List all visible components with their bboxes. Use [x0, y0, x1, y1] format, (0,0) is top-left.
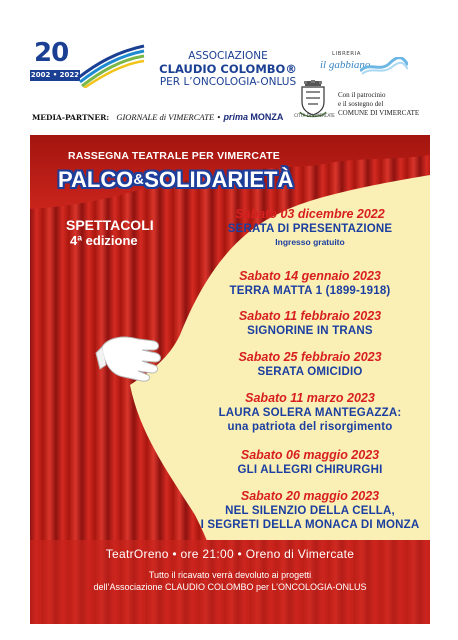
spettacoli-block [66, 217, 154, 249]
patronage-line3: COMUNE DI VIMERCATE [338, 109, 420, 117]
event-title: GLI ALLEGRI CHIRURGHI [237, 464, 383, 476]
event-title: LAURA SOLERA MANTEGAZZA: [218, 407, 402, 419]
event-date: Sabato 14 gennaio 2023 [239, 269, 381, 283]
media-partners [32, 112, 283, 122]
patronage-line2: e il sostegno del [338, 100, 384, 108]
media-bullet: • [216, 113, 222, 122]
media-label: MEDIA-PARTNER: [32, 113, 110, 122]
association-line2: CLAUDIO COLOMBO® [159, 62, 297, 76]
footer-note [30, 569, 430, 593]
anniversary-years: 2002 • 2022 [30, 71, 80, 79]
media-partner-giornale: GIORNALE di VIMERCATE [116, 112, 215, 122]
festival-title [58, 167, 293, 193]
event-title: NEL SILENZIO DELLA CELLA, [225, 505, 395, 517]
event-item [195, 350, 425, 379]
wave-icon [360, 57, 408, 75]
event-title: TERRA MATTA 1 (1899-1918) [229, 285, 391, 297]
libreria-name: il gabbiano [320, 59, 371, 71]
event-item [195, 489, 425, 532]
association-line3: PER L’ONCOLOGIA-ONLUS [159, 76, 297, 88]
footer-line2: dell’Associazione CLAUDIO COLOMBO per L’ONCOLOGIA-ONLUS [93, 582, 367, 592]
festival-subtitle: RASSEGNA TEATRALE PER VIMERCATE [68, 150, 280, 162]
association-line1: ASSOCIAZIONE [188, 50, 268, 62]
event-title: SERATA OMICIDIO [257, 366, 363, 378]
title-amp: & [133, 171, 145, 188]
event-title-line2: I SEGRETI DELLA MONACA DI MONZA [200, 519, 420, 531]
event-poster [30, 135, 430, 624]
spettacoli-label: SPETTACOLI [66, 217, 154, 233]
event-item [195, 448, 425, 477]
event-title: SIGNORINE IN TRANS [247, 325, 373, 337]
patronage-line1: Con il patrocinio [338, 91, 386, 99]
event-date: Sabato 03 dicembre 2022 [235, 207, 385, 221]
event-date: Sabato 06 maggio 2023 [240, 448, 380, 462]
libreria-label: LIBRERIA [332, 51, 361, 57]
media-partner-prima: prima [223, 112, 248, 122]
event-item [195, 309, 425, 338]
anniversary-logo [30, 38, 82, 82]
venue-line: TeatrOreno • ore 21:00 • Oreno di Vimercate [105, 547, 355, 561]
event-note: Ingresso gratuito [275, 237, 345, 247]
event-item [195, 391, 425, 434]
event-item [195, 269, 425, 298]
event-date: Sabato 11 febbraio 2023 [238, 309, 382, 323]
event-title-line2: una patriota del risorgimento [227, 421, 393, 433]
patronage-text [338, 91, 419, 118]
media-partner-monza: MONZA [250, 112, 284, 122]
event-date: Sabato 20 maggio 2023 [240, 489, 380, 503]
title-part2: SOLIDARIETÀ [144, 167, 294, 192]
crest-caption: CITTÀ DI VIMERCATE [294, 113, 335, 118]
footer-line1: Tutto il ricavato verrà devoluto ai progetti [148, 570, 312, 580]
event-title: SERATA DI PRESENTAZIONE [227, 223, 393, 235]
anniversary-number: 20 [34, 38, 69, 68]
flyer-header [0, 0, 458, 128]
libreria-logo [312, 52, 408, 78]
edizione-label: 4ª edizione [70, 233, 138, 248]
event-date: Sabato 25 febbraio 2023 [238, 350, 382, 364]
event-date: Sabato 11 marzo 2023 [245, 391, 375, 405]
title-part1: PALCO [58, 167, 134, 192]
event-item [195, 207, 425, 248]
